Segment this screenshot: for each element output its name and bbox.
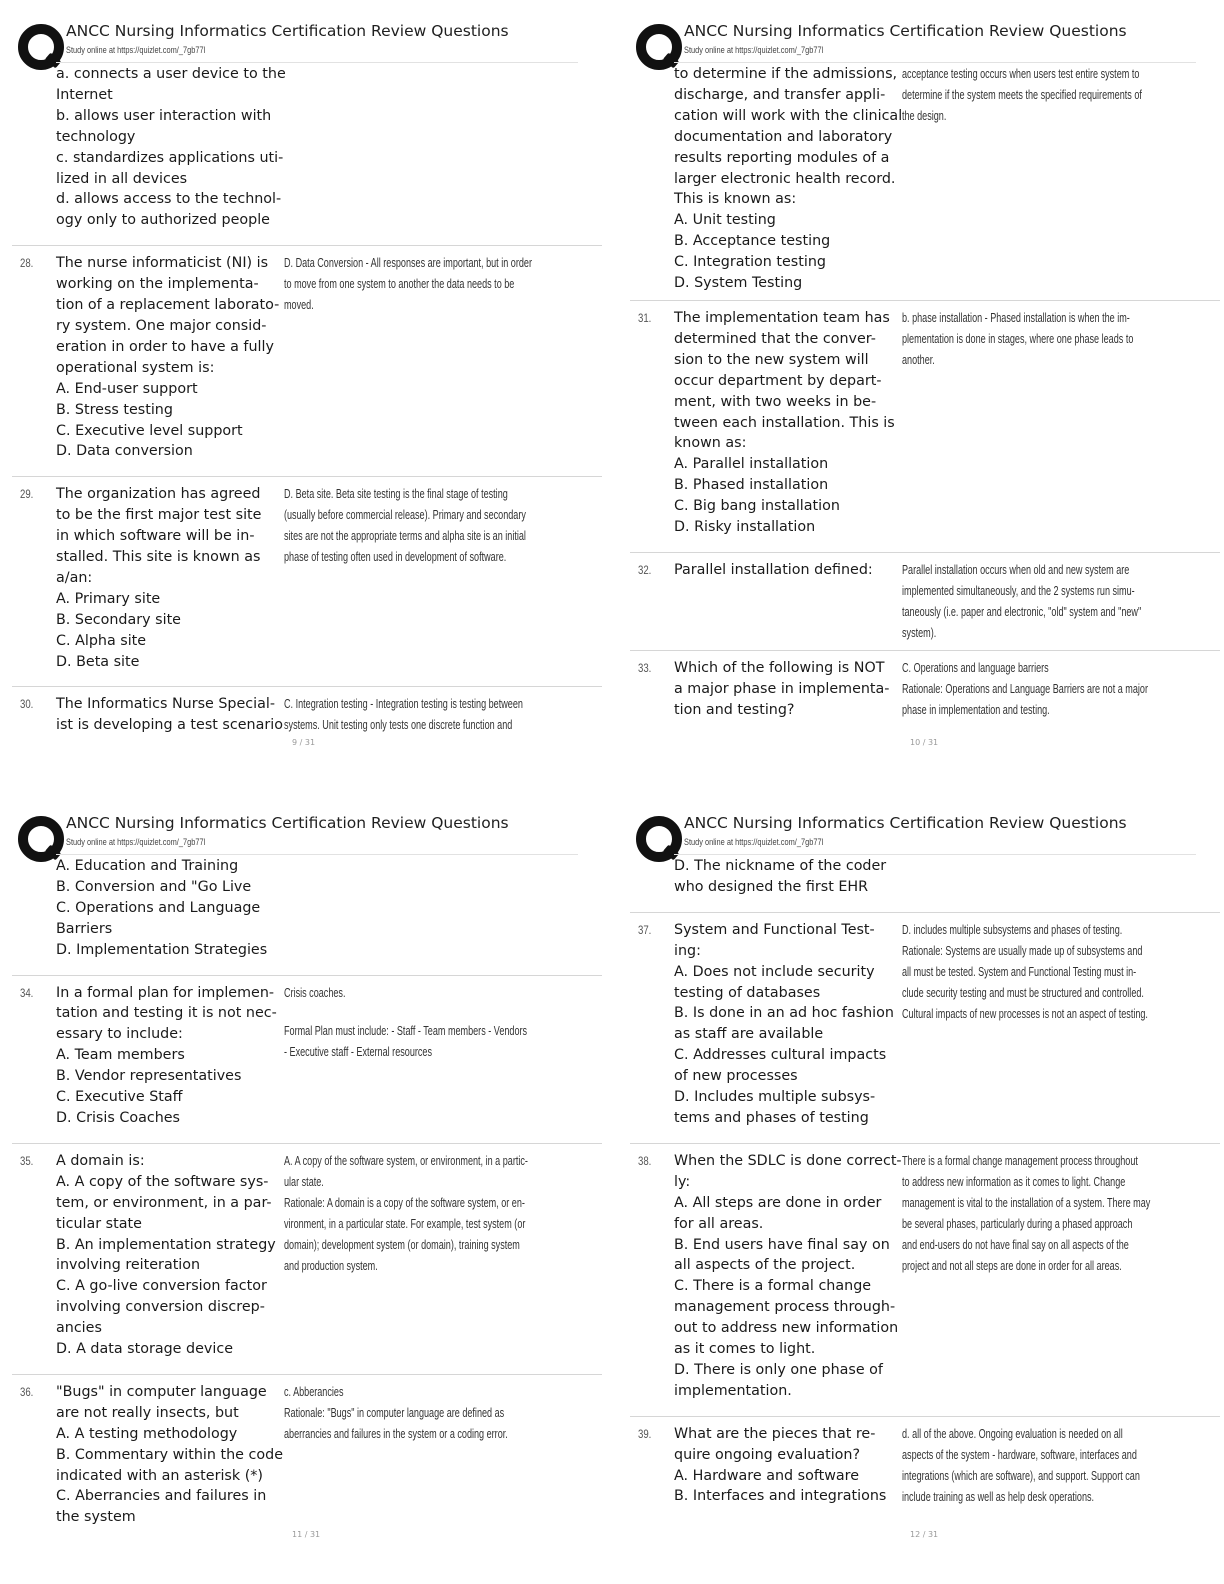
answer-text: There is a formal change management process throughout to address new information as it comes to light. Change management is vital to the installation of a system. There may be several phases, particularly during a phased approach and end-users do not have final say on all aspects of the project and not all steps are done in order for all areas. bbox=[902, 1153, 1151, 1273]
header-divider bbox=[56, 62, 578, 63]
page-number: 12 / 31 bbox=[910, 1530, 939, 1539]
card-continuation bbox=[630, 64, 1220, 294]
card-38 bbox=[630, 1143, 1220, 1402]
page-title: ANCC Nursing Informatics Certification Review Questions bbox=[66, 22, 509, 40]
page-title: ANCC Nursing Informatics Certification Review Questions bbox=[684, 814, 1127, 832]
question-text: to determine if the admissions, discharge, and transfer appli- cation will work with the clinical documentation and laboratory results reporting modules of a larger electronic health record. This is known as: A. Unit testing B. Acceptance testing C. Integration testing D. System Testing bbox=[674, 66, 903, 292]
page-title: ANCC Nursing Informatics Certification Review Questions bbox=[684, 22, 1127, 40]
page-number: 9 / 31 bbox=[292, 738, 316, 747]
card-list bbox=[630, 856, 1220, 1508]
card-list bbox=[12, 856, 602, 1528]
header-divider bbox=[674, 62, 1196, 63]
page-10 bbox=[630, 12, 1220, 792]
header-divider bbox=[56, 854, 578, 855]
question-text: System and Functional Test- ing: A. Does not include security testing of databases B. Is done in an ad hoc fashion as staff are available C. Addresses cultural impacts of new processes D. Includes multiple subsys- tems and phases of testing bbox=[674, 921, 894, 1126]
card-31 bbox=[630, 300, 1220, 538]
question-number: 38. bbox=[638, 1153, 652, 1168]
answer-text: acceptance testing occurs when users test entire system to determine if the system meets the specified requirements of the design. bbox=[902, 67, 1142, 123]
answer-text: d. all of the above. Ongoing evaluation is needed on all aspects of the system - hardware, software, interfaces and integrations (which are software), and support. Support can include training as well as help desk operations. bbox=[902, 1426, 1140, 1504]
card-28 bbox=[12, 245, 602, 462]
study-link[interactable]: Study online at https://quizlet.com/_7gb77l bbox=[66, 837, 206, 848]
card-list bbox=[12, 64, 602, 736]
question-number: 37. bbox=[638, 922, 652, 937]
page-11 bbox=[12, 804, 602, 1584]
question-number: 36. bbox=[20, 1384, 34, 1399]
question-text: D. The nickname of the coder who designed the first EHR bbox=[674, 858, 887, 895]
question-number: 31. bbox=[638, 310, 652, 325]
page-title: ANCC Nursing Informatics Certification Review Questions bbox=[66, 814, 509, 832]
question-text: When the SDLC is done correct- ly: A. All steps are done in order for all areas. B. End users have final say on all aspects of the project. C. There is a formal change management process through- out to address new information as it comes to light. D. There is only one phase of implementation. bbox=[674, 1152, 902, 1399]
card-34 bbox=[12, 975, 602, 1129]
answer-text: D. Data Conversion - All responses are important, but in order to move from one system to another the data needs to be moved. bbox=[284, 256, 532, 313]
header-divider bbox=[674, 854, 1196, 855]
question-text: a. connects a user device to the Internet b. allows user interaction with technology c. standardizes applications uti- lized in all devices d. allows access to the technol- ogy only to authorized people bbox=[56, 66, 286, 229]
answer-text: b. phase installation - Phased installation is when the im- plementation is done in stages, where one phase leads to another. bbox=[902, 310, 1134, 367]
question-number: 34. bbox=[20, 985, 34, 1000]
question-text: The nurse informaticist (NI) is working on the implementa- tion of a replacement laborato- ry system. One major consid- eration in order to have a fully operational system is: A. End-user support B. Stress testing C. Executive level support D. Data conversion bbox=[56, 255, 280, 460]
answer-text: D. includes multiple subsystems and phases of testing. Rationale: Systems are usually made up of subsystems and all must be tested. System and Functional Testing must in- clude security testing and must be structured and controlled. Cultural impacts of new processes is not an aspect of testing. bbox=[902, 922, 1148, 1021]
question-number: 39. bbox=[638, 1426, 652, 1441]
card-continuation bbox=[630, 856, 1220, 898]
answer-text: c. Abberancies Rationale: "Bugs" in computer language are defined as aberrancies and failures in the system or a coding error. bbox=[284, 1384, 508, 1441]
card-32 bbox=[630, 552, 1220, 644]
card-39 bbox=[630, 1416, 1220, 1508]
card-35 bbox=[12, 1143, 602, 1360]
question-number: 30. bbox=[20, 697, 34, 712]
question-text: The implementation team has determined that the conver- sion to the new system will occur department by depart- ment, with two weeks in be- tween each installation. This is known as: A. Parallel installation B. Phased installation C. Big bang installation D. Risky installation bbox=[674, 309, 895, 536]
answer-text: C. Operations and language barriers Rationale: Operations and Language Barriers are not a major phase in implementation and testing. bbox=[902, 660, 1148, 717]
answer-text: A. A copy of the software system, or environment, in a partic- ular state. Rationale: A domain is a copy of the software system, or en- vironment, in a particular state. For example, test system (or domain); development system (or domain), training system and production system. bbox=[284, 1153, 528, 1273]
question-number: 32. bbox=[638, 562, 652, 577]
study-link[interactable]: Study online at https://quizlet.com/_7gb77l bbox=[684, 45, 824, 56]
question-text: The Informatics Nurse Special- ist is developing a test scenario bbox=[56, 696, 283, 734]
question-text: A. Education and Training B. Conversion and "Go Live C. Operations and Language Barriers D. Implementation Strategies bbox=[56, 858, 268, 958]
card-37 bbox=[630, 912, 1220, 1129]
card-36 bbox=[12, 1374, 602, 1528]
card-list bbox=[630, 64, 1220, 721]
question-text: The organization has agreed to be the first major test site in which software will be in- stalled. This site is known as a/an: A. Primary site B. Secondary site C. Alpha site D. Beta site bbox=[56, 486, 262, 670]
question-text: A domain is: A. A copy of the software sys- tem, or environment, in a par- ticular state B. An implementation strategy involving reiteration C. A go-live conversion factor involving conversion discrep- ancies D. A data storage device bbox=[56, 1152, 276, 1358]
question-text: Which of the following is NOT a major phase in implementa- tion and testing? bbox=[674, 659, 890, 718]
answer-text: D. Beta site. Beta site testing is the final stage of testing (usually before commercial release). Primary and secondary sites are not the appropriate terms and alpha site is an initial phase of testing often used in development of software. bbox=[284, 487, 526, 565]
question-number: 29. bbox=[20, 487, 34, 502]
question-number: 28. bbox=[20, 256, 34, 271]
card-30 bbox=[12, 686, 602, 736]
question-text: Parallel installation defined: bbox=[674, 561, 873, 578]
question-text: In a formal plan for implemen- tation and testing it is not nec- essary to include: A. Team members B. Vendor representatives C. Executive Staff D. Crisis Coaches bbox=[56, 984, 277, 1126]
question-number: 33. bbox=[638, 660, 652, 675]
study-link[interactable]: Study online at https://quizlet.com/_7gb77l bbox=[684, 837, 824, 848]
question-text: "Bugs" in computer language are not really insects, but A. A testing methodology B. Commentary within the code indicated with an asterisk (*) C. Aberrancies and failures in the system bbox=[56, 1383, 283, 1526]
question-number: 35. bbox=[20, 1153, 34, 1168]
page-number: 11 / 31 bbox=[292, 1530, 321, 1539]
answer-text: Crisis coaches. Formal Plan must include: - Staff - Team members - Vendors - Executive staff - External resources bbox=[284, 985, 528, 1059]
card-33 bbox=[630, 650, 1220, 721]
page-12 bbox=[630, 804, 1220, 1584]
answer-text: C. Integration testing - Integration testing is testing between systems. Unit testing only tests one discrete function and bbox=[284, 697, 523, 733]
card-continuation bbox=[12, 856, 602, 961]
study-link[interactable]: Study online at https://quizlet.com/_7gb77l bbox=[66, 45, 206, 56]
card-29 bbox=[12, 476, 602, 672]
page-number: 10 / 31 bbox=[910, 738, 939, 747]
page-9 bbox=[12, 12, 602, 792]
question-text: What are the pieces that re- quire ongoing evaluation? A. Hardware and software B. Interfaces and integrations bbox=[674, 1425, 887, 1505]
answer-text: Parallel installation occurs when old and new system are implemented simultaneously, and the 2 systems run simu- taneously (i.e. paper and electronic, "old" system and "new" system). bbox=[902, 562, 1142, 640]
card-continuation bbox=[12, 64, 602, 231]
